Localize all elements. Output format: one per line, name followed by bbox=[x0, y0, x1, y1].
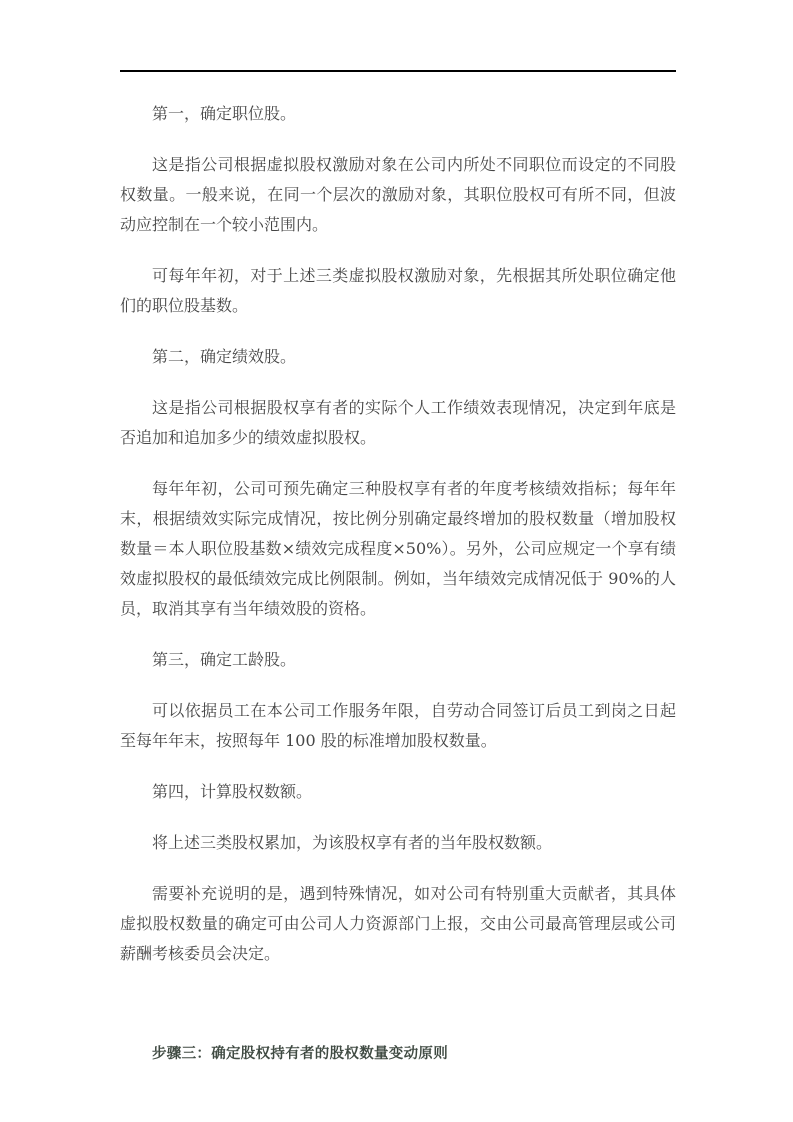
paragraph: 第一，确定职位股。 bbox=[152, 104, 297, 123]
paragraph: 可每年年初，对于上述三类虚拟股权激励对象，先根据其所处职位确定他们的职位股基数。 bbox=[120, 266, 676, 315]
paragraph: 可以依据员工在本公司工作服务年限，自劳动合同签订后员工到岗之日起至每年年末，按照每年 100 股的标准增加股权数量。 bbox=[120, 701, 676, 750]
top-divider bbox=[120, 70, 676, 72]
paragraph: 这是指公司根据虚拟股权激励对象在公司内所处不同职位而设定的不同股权数量。一般来说，在同一个层次的激励对象，其职位股权可有所不同，但波动应控制在一个较小范围内。 bbox=[120, 155, 676, 234]
paragraph: 第二，确定绩效股。 bbox=[152, 347, 297, 366]
paragraph: 第四，计算股权数额。 bbox=[152, 782, 313, 801]
section-heading: 步骤三：确定股权持有者的股权数量变动原则 bbox=[152, 1045, 448, 1062]
paragraph: 将上述三类股权累加，为该股权享有者的当年股权数额。 bbox=[152, 833, 553, 852]
paragraph: 每年年初，公司可预先确定三种股权享有者的年度考核绩效指标；每年年末，根据绩效实际完成情况，按比例分别确定最终增加的股权数量（增加股权数量＝本人职位股基数×绩效完成程度×50%）。另外，公司应规定一个享有绩效虚拟股权的最低绩效完成比例限制。例如，当年绩效完成情况低于 90%的人员，取消其享有当年绩效股的资格。 bbox=[120, 479, 676, 618]
paragraph: 这是指公司根据股权享有者的实际个人工作绩效表现情况，决定到年底是否追加和追加多少的绩效虚拟股权。 bbox=[120, 398, 676, 447]
paragraph: 需要补充说明的是，遇到特殊情况，如对公司有特别重大贡献者，其具体虚拟股权数量的确定可由公司人力资源部门上报，交由公司最高管理层或公司薪酬考核委员会决定。 bbox=[120, 884, 676, 963]
document-body bbox=[120, 99, 676, 969]
paragraph: 第三，确定工龄股。 bbox=[152, 650, 297, 669]
